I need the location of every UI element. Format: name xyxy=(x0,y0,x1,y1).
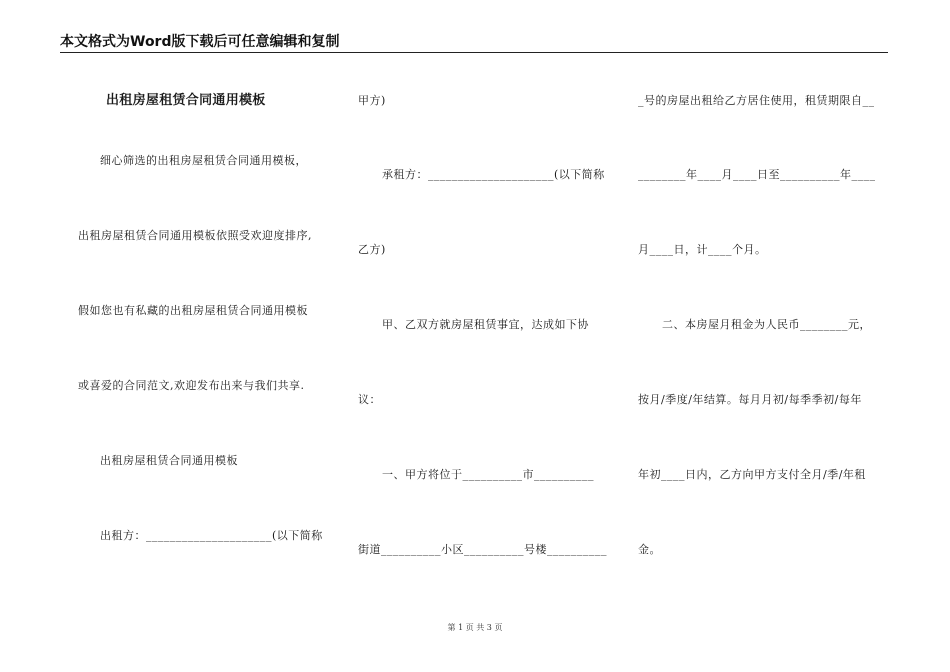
paragraph-line: 承租方：_____________________(以下简称 xyxy=(382,168,605,181)
paragraph-line: 月____日，计____个月。 xyxy=(638,243,767,256)
paragraph-line: 出租房屋租赁合同通用模板依照受欢迎度排序, xyxy=(78,229,312,242)
paragraph-line: ________年____月____日至__________年____ xyxy=(638,168,876,181)
paragraph-line: 甲方) xyxy=(358,94,386,107)
paragraph-line: 二、本房屋月租金为人民币________元， xyxy=(662,318,871,331)
text-column-3 xyxy=(638,0,888,672)
paragraph-line: 细心筛选的出租房屋租赁合同通用模板， xyxy=(100,154,307,167)
paragraph-line: 议： xyxy=(358,393,381,406)
paragraph-line: 或喜爱的合同范文,欢迎发布出来与我们共享. xyxy=(78,379,305,392)
section-heading: 出租房屋租赁合同通用模板 xyxy=(100,454,238,467)
paragraph-line: _号的房屋出租给乙方居住使用，租赁期限自__ xyxy=(638,94,875,107)
header-text: 本文格式为Word版下载后可任意编辑和复制 xyxy=(60,34,340,50)
paragraph-line: 出租方：_____________________(以下简称 xyxy=(100,529,323,542)
page-number: 第 1 页 共 3 页 xyxy=(447,623,503,632)
paragraph-line: 乙方) xyxy=(358,243,386,256)
paragraph-line: 假如您也有私藏的出租房屋租赁合同通用模板 xyxy=(78,304,308,317)
paragraph-line: 按月/季度/年结算。每月月初/每季季初/每年 xyxy=(638,393,862,406)
paragraph-line: 一、甲方将位于__________市__________ xyxy=(382,468,594,481)
text-column-1 xyxy=(78,0,328,672)
paragraph-line: 甲、乙双方就房屋租赁事宜，达成如下协 xyxy=(382,318,589,331)
text-column-2 xyxy=(358,0,608,672)
paragraph-line: 金。 xyxy=(638,543,661,556)
document-title: 出租房屋租赁合同通用模板 xyxy=(106,93,266,108)
paragraph-line: 年初____日内，乙方向甲方支付全月/季/年租 xyxy=(638,468,866,481)
paragraph-line: 街道__________小区__________号楼__________ xyxy=(358,543,607,556)
